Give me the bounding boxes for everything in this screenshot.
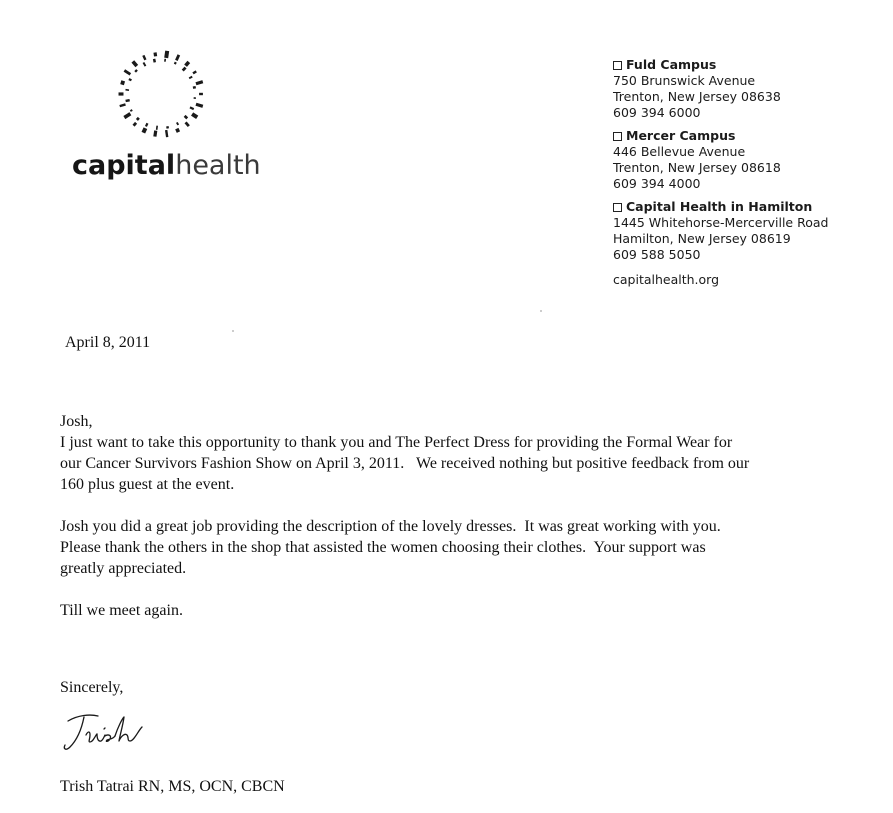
logo-text-capital: capital: [72, 150, 176, 181]
logo-dot: [153, 130, 157, 136]
body-line: I just want to take this opportunity to thank you and The Perfect Dress for providing the Formal Wear for: [60, 434, 733, 451]
campus-mercer: [613, 128, 883, 192]
campus-name: Fuld Campus: [626, 57, 717, 72]
closing: Sincerely,: [60, 679, 124, 696]
capital-health-logo-mark: [115, 48, 207, 140]
closing-remark: Till we meet again.: [60, 602, 183, 619]
logo-dot: [175, 54, 180, 61]
logo-dot: [165, 130, 168, 137]
campus-address-line: Trenton, New Jersey 08618: [613, 160, 781, 175]
logo-dot: [145, 123, 148, 127]
logo-dot: [143, 62, 147, 67]
body-line: 160 plus guest at the event.: [60, 476, 235, 493]
letter-date: April 8, 2011: [65, 334, 151, 351]
logo-dot: [156, 126, 158, 130]
campus-hamilton: [613, 199, 883, 263]
logo-dot: [125, 89, 129, 91]
campus-phone: 609 394 4000: [613, 176, 701, 191]
campus-address-line: 750 Brunswick Avenue: [613, 73, 756, 88]
campus-fuld: [613, 57, 883, 121]
logo-dot: [132, 122, 137, 127]
logo-dot: [142, 55, 146, 60]
scan-speck: [540, 310, 542, 312]
campus-address-block: [613, 57, 883, 288]
body-line: Please thank the others in the shop that assisted the women choosing their clothes. Your support was: [60, 539, 706, 556]
campus-name: Capital Health in Hamilton: [626, 199, 813, 214]
logo-dot: [192, 70, 197, 74]
scan-speck: [232, 330, 234, 332]
logo-dot: [193, 86, 196, 89]
campus-address-line: Hamilton, New Jersey 08619: [613, 231, 791, 246]
logo-dot: [134, 69, 138, 73]
campus-address-line: Trenton, New Jersey 08638: [613, 89, 781, 104]
logo-dot: [128, 78, 132, 81]
logo-dot: [185, 121, 190, 127]
logo-dot: [136, 117, 140, 121]
letter-body: [60, 411, 850, 621]
logo-dot: [166, 126, 169, 129]
logo-dot: [190, 106, 195, 110]
logo-dot: [199, 93, 203, 95]
signer-name: Trish Tatrai RN, MS, OCN, CBCN: [60, 778, 285, 795]
logo-text-health: health: [175, 150, 261, 181]
campus-phone: 609 588 5050: [613, 247, 701, 262]
logo-dot: [131, 60, 138, 67]
logo-dot: [195, 80, 203, 85]
logo-dot: [153, 52, 157, 56]
campus-name: Mercer Campus: [626, 128, 736, 143]
logo-dot: [174, 62, 177, 65]
campus-address-line: 446 Bellevue Avenue: [613, 144, 746, 159]
salutation: Josh,: [60, 413, 93, 430]
capital-health-logo-text: [72, 150, 261, 181]
logo-dot: [142, 127, 148, 133]
checkbox-icon: [613, 61, 622, 70]
logo-dot: [153, 59, 156, 63]
logo-dot: [164, 51, 169, 59]
logo-dot: [196, 103, 204, 108]
handwritten-signature: [60, 709, 170, 759]
logo-dot: [119, 103, 125, 107]
logo-dot: [182, 67, 187, 72]
logo-dot: [191, 112, 198, 119]
logo-dot: [184, 115, 188, 119]
body-line: greatly appreciated.: [60, 560, 187, 577]
logo-dot: [164, 59, 166, 62]
body-line: Josh you did a great job providing the description of the lovely dresses. It was great working with you.: [60, 518, 721, 535]
logo-dot: [175, 128, 180, 133]
website-url: capitalhealth.org: [613, 272, 720, 287]
logo-dot: [119, 92, 124, 95]
logo-dot: [123, 112, 131, 119]
body-line: our Cancer Survivors Fashion Show on April 3, 2011. We received nothing but positive feedback from our: [60, 455, 750, 472]
logo-dot: [124, 69, 132, 75]
logo-dot: [176, 122, 179, 125]
logo-dot: [125, 99, 130, 102]
logo-dot: [184, 61, 190, 67]
logo-dot: [130, 109, 133, 112]
checkbox-icon: [613, 203, 622, 212]
campus-address-line: 1445 Whitehorse-Mercerville Road: [613, 215, 829, 230]
logo-dot: [194, 97, 196, 99]
logo-dot: [189, 76, 193, 79]
campus-phone: 609 394 6000: [613, 105, 701, 120]
checkbox-icon: [613, 132, 622, 141]
logo-dot: [120, 80, 125, 85]
